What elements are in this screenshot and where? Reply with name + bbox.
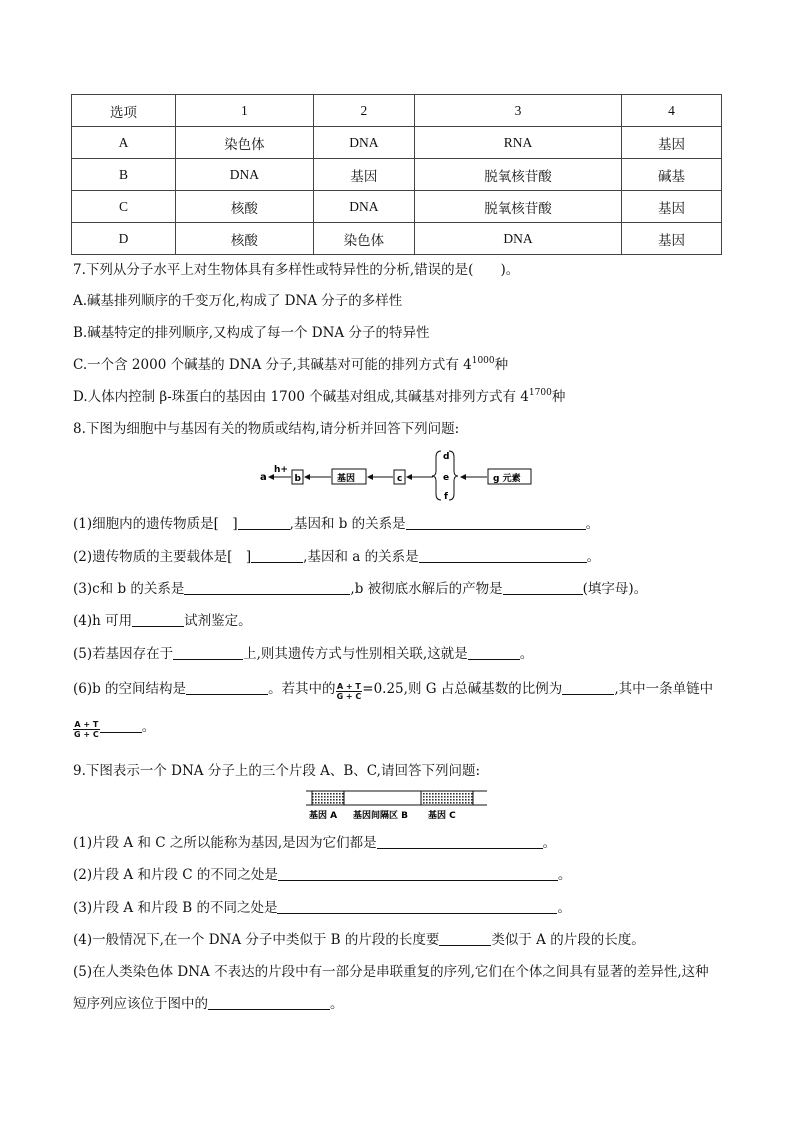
table-cell: B	[72, 159, 176, 191]
q8-sub4	[73, 611, 252, 631]
q7-option-a[interactable]: A.碱基排列顺序的千变万化,构成了 DNA 分子的多样性	[73, 293, 403, 309]
q8-sub4-text: 试剂鉴定。	[184, 613, 252, 629]
q8-sub5	[73, 644, 533, 664]
q8-sub6-text: 。	[141, 719, 156, 735]
q7-option-d-suffix: 种	[551, 389, 566, 405]
gene-relationship-diagram	[255, 448, 545, 502]
table-cell: 染色体	[313, 223, 414, 255]
q8-sub1-text: ,基因和 b 的关系是	[289, 516, 406, 532]
q9-sub1	[73, 833, 556, 853]
q8-sub2-text: 。	[586, 549, 601, 565]
q8-sub5-text: 上,则其遗传方式与性别相关联,这就是	[243, 646, 468, 662]
diagram-label-f: f	[444, 492, 448, 502]
diagram-label-gene: 基因	[337, 474, 356, 484]
answer-blank[interactable]	[406, 515, 586, 530]
q8-sub1-text: (1)细胞内的遗传物质是[ ]	[73, 516, 238, 532]
q9-sub3-text: (3)片段 A 和片段 B 的不同之处是	[73, 900, 278, 916]
q8-sub6-text: ,其中一条单链中	[614, 681, 714, 697]
q8-sub6-text: (6)b 的空间结构是	[73, 681, 187, 697]
ratio-fraction	[73, 720, 100, 739]
right-brace	[449, 451, 458, 500]
table-cell: 染色体	[175, 127, 313, 159]
table-cell: D	[72, 223, 176, 255]
q9-sub4-text: (4)一般情况下,在一个 DNA 分子中类似于 B 的片段的长度要	[73, 932, 440, 948]
table-cell: 4	[621, 95, 721, 127]
table-cell: 3	[414, 95, 621, 127]
q9-sub2-text: 。	[557, 867, 572, 883]
answer-blank[interactable]	[468, 645, 520, 660]
dna-segment-diagram	[306, 787, 491, 823]
diagram-label-e: e	[443, 473, 450, 483]
q9-sub1-text: 。	[542, 835, 557, 851]
answer-blank[interactable]	[132, 612, 184, 627]
q9-sub4	[73, 930, 645, 950]
table-row	[72, 127, 722, 159]
diagram-label-c: c	[397, 474, 403, 484]
q9-sub3	[73, 898, 571, 918]
q7-option-c-suffix: 种	[494, 357, 509, 373]
table-cell: 选项	[72, 95, 176, 127]
q8-sub6-continued	[73, 717, 155, 739]
answer-blank[interactable]	[562, 680, 614, 695]
segment-b-label: 基因间隔区 B	[353, 811, 408, 821]
table-cell: DNA	[313, 127, 414, 159]
q9-sub5: (5)在人类染色体 DNA 不表达的片段中有一部分是串联重复的序列,它们在个体之间具有显著的差异性,这种	[73, 964, 709, 980]
table-cell: C	[72, 191, 176, 223]
left-brace	[432, 451, 441, 500]
answer-blank[interactable]	[277, 899, 557, 914]
q8-sub2-text: (2)遗传物质的主要载体是[ ]	[73, 549, 252, 565]
table-cell: 核酸	[175, 223, 313, 255]
q8-sub2-text: ,基因和 a 的关系是	[303, 549, 419, 565]
diagram-label-d: d	[443, 452, 450, 462]
table-cell: 脱氧核苷酸	[414, 159, 621, 191]
q7-option-b[interactable]: B.碱基特定的排列顺序,又构成了每一个 DNA 分子的特异性	[73, 325, 430, 341]
q8-sub4-text: (4)h 可用	[73, 613, 133, 629]
diagram-label-b: b	[294, 474, 301, 484]
answer-blank[interactable]	[238, 515, 290, 530]
answer-blank[interactable]	[251, 548, 303, 563]
table-cell: 碱基	[621, 159, 721, 191]
segment-a-label: 基因 A	[309, 811, 338, 821]
q7-option-d-text: D.人体内控制 β-珠蛋白的基因由 1700 个碱基对组成,其碱基对排列方式有 4	[73, 389, 529, 405]
segment-c-label: 基因 C	[428, 811, 456, 821]
q7-stem: 7.下列从分子水平上对生物体具有多样性或特异性的分析,错误的是( )。	[73, 262, 520, 278]
q9-stem: 9.下图表示一个 DNA 分子上的三个片段 A、B、C,请回答下列问题:	[73, 763, 480, 779]
q7-option-d-exponent: 1700	[528, 388, 552, 398]
diagram-label-g: g 元素	[493, 474, 521, 484]
q9-sub1-text: (1)片段 A 和 C 之所以能称为基因,是因为它们都是	[73, 835, 377, 851]
answer-blank[interactable]	[208, 995, 330, 1010]
q8-sub2	[73, 547, 600, 567]
q7-option-c-text: C.一个含 2000 个碱基的 DNA 分子,其碱基对可能的排列方式有 4	[73, 357, 472, 373]
table-cell: 基因	[313, 159, 414, 191]
table-cell: 1	[175, 95, 313, 127]
table-row	[72, 159, 722, 191]
table-cell: 2	[313, 95, 414, 127]
q8-sub1-text: 。	[585, 516, 600, 532]
table-cell: A	[72, 127, 176, 159]
q9-sub4-text: 类似于 A 的片段的长度。	[491, 932, 645, 948]
q8-sub5-text: (5)若基因存在于	[73, 646, 174, 662]
table-row	[72, 191, 722, 223]
q8-sub3-text: ,b 被彻底水解后的产物是	[350, 581, 503, 597]
table-cell: 核酸	[175, 191, 313, 223]
segment-a-gene	[312, 791, 344, 805]
fraction-numerator: A + T	[74, 720, 99, 729]
table-cell: RNA	[414, 127, 621, 159]
answer-blank[interactable]	[419, 548, 587, 563]
answer-blank[interactable]	[439, 931, 491, 946]
q8-sub5-text: 。	[519, 646, 534, 662]
table-cell: DNA	[414, 223, 621, 255]
answer-blank[interactable]	[100, 718, 142, 733]
q8-sub3-text: (3)c和 b 的关系是	[73, 581, 185, 597]
q8-sub6	[73, 679, 713, 701]
q8-sub3-text: (填字母)。	[582, 581, 648, 597]
fraction-denominator: G + C	[336, 692, 362, 701]
q8-sub3	[73, 579, 647, 599]
table-cell: 基因	[621, 223, 721, 255]
q8-sub1	[73, 514, 599, 534]
table-cell: 基因	[621, 191, 721, 223]
table-row	[72, 223, 722, 255]
q9-sub2-text: (2)片段 A 和片段 C 的不同之处是	[73, 867, 278, 883]
ratio-fraction	[336, 682, 363, 701]
q7-option-c-exponent: 1000	[471, 356, 495, 366]
segment-c-gene	[421, 791, 473, 805]
q9-sub2	[73, 865, 571, 885]
q7-option-d[interactable]	[73, 387, 565, 407]
answer-blank[interactable]	[173, 645, 243, 660]
diagram-label-a: a	[260, 472, 267, 483]
q8-stem: 8.下图为细胞中与基因有关的物质或结构,请分析并回答下列问题:	[73, 421, 460, 437]
table-cell: DNA	[313, 191, 414, 223]
q8-sub6-text: =0.25,则 G 占总碱基数的比例为	[362, 681, 563, 697]
answer-blank[interactable]	[186, 680, 268, 695]
table-cell: 基因	[621, 127, 721, 159]
answer-blank[interactable]	[184, 580, 350, 595]
options-table	[71, 94, 722, 255]
answer-blank[interactable]	[503, 580, 583, 595]
fraction-denominator: G + C	[74, 730, 99, 739]
q9-sub5-text: 短序列应该位于图中的	[73, 996, 208, 1012]
table-header-row	[72, 95, 722, 127]
q9-sub5-continued	[73, 994, 344, 1014]
q8-sub6-text: 。若其中的	[268, 681, 336, 697]
q9-sub5-text: 。	[330, 996, 344, 1012]
table-cell: 脱氧核苷酸	[414, 191, 621, 223]
diagram-label-h: h+	[274, 465, 288, 475]
q9-sub3-text: 。	[557, 900, 571, 916]
q7-option-c[interactable]	[73, 355, 508, 375]
answer-blank[interactable]	[278, 866, 558, 881]
table-cell: DNA	[175, 159, 313, 191]
answer-blank[interactable]	[377, 834, 543, 849]
fraction-numerator: A + T	[336, 682, 361, 691]
